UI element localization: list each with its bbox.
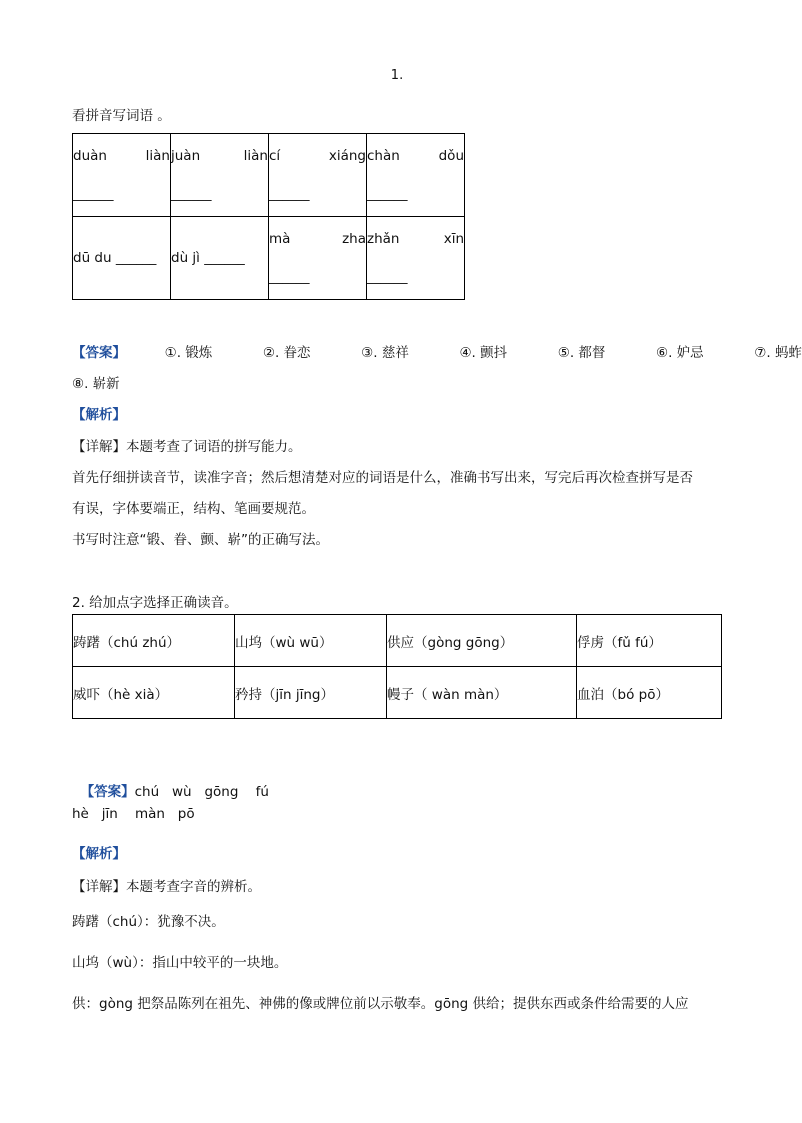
explanation-text: 首先仔细拼读音节，读准字音；然后想清楚对应的词语是什么，准确书写出来，写完后再次检查拼写是否 <box>72 470 693 486</box>
detail-text: 本题考查字音的辨析。 <box>126 879 261 895</box>
pinyin-syllable: xiáng <box>328 148 366 164</box>
pinyin-table <box>72 133 465 300</box>
pinyin-syllable: liàn <box>145 148 170 164</box>
answer-item: ⑥. 妒忌 <box>656 345 704 361</box>
pronunciation-cell: 踌躇（chú zhú） <box>73 615 235 667</box>
pinyin-cell <box>171 134 269 217</box>
q2-answer-line <box>72 764 269 800</box>
answer-item: ④. 颤抖 <box>459 345 508 361</box>
answer-text: hè jīn màn pō <box>72 806 195 822</box>
pinyin-syllable: mà <box>269 231 291 247</box>
pronunciation-cell: 山坞（wù wū） <box>235 615 387 667</box>
answer-blank: ______ <box>269 186 310 202</box>
answer-tag: 【答案】 <box>80 784 135 800</box>
pronunciation-cell: 俘虏（fǔ fú） <box>577 615 722 667</box>
pinyin-syllable: chàn <box>367 148 400 164</box>
detail-tag: 【详解】 <box>72 439 126 455</box>
pinyin-syllable: duàn <box>73 148 107 164</box>
answer-item: ⑧. 崭新 <box>72 376 120 392</box>
detail-tag: 【详解】 <box>72 879 126 895</box>
analysis-tag: 【解析】 <box>72 407 126 423</box>
explanation-text: 供：gòng 把祭品陈列在祖先、神佛的像或牌位前以示敬奉。gōng 供给；提供东西或条件给需要的人应 <box>72 996 689 1012</box>
pinyin-cell <box>269 134 367 217</box>
analysis-tag: 【解析】 <box>72 846 126 862</box>
pinyin-syllable: dǒu <box>438 148 464 164</box>
pinyin-syllable: dù jì <box>171 250 200 266</box>
q1-answer-line <box>72 341 802 361</box>
pronunciation-table <box>72 614 722 719</box>
pronunciation-cell: 矜持（jīn jīng） <box>235 667 387 719</box>
detail-text: 本题考查了词语的拼写能力。 <box>126 439 302 455</box>
pinyin-syllable: xīn <box>443 231 464 247</box>
pinyin-cell <box>269 217 367 300</box>
page-number: 1. <box>390 68 404 83</box>
explanation-text: 踌躇（chú）：犹豫不决。 <box>72 914 225 930</box>
answer-item: ⑤. 都督 <box>557 345 606 361</box>
q1-instruction: 看拼音写词语 。 <box>72 108 171 124</box>
answer-item: ⑦. 蚂蚱 <box>754 345 802 361</box>
detail-line <box>72 435 302 455</box>
pinyin-cell <box>73 134 171 217</box>
explanation-text: 书写时注意“锻、眷、颤、崭”的正确写法。 <box>72 532 329 548</box>
pinyin-cell <box>367 134 465 217</box>
pinyin-cell <box>73 217 171 300</box>
pronunciation-cell: 幔子（ wàn màn） <box>387 667 577 719</box>
pinyin-syllable: juàn <box>171 148 201 164</box>
pinyin-cell <box>367 217 465 300</box>
table-row <box>73 217 465 300</box>
pronunciation-cell: 血泊（bó pō） <box>577 667 722 719</box>
answer-item: ③. 慈祥 <box>361 345 409 361</box>
pronunciation-cell: 供应（gòng gōng） <box>387 615 577 667</box>
answer-blank: ______ <box>171 186 212 202</box>
pinyin-syllable: zha <box>342 231 366 247</box>
explanation-text: 山坞（wù）：指山中较平的一块地。 <box>72 955 288 971</box>
answer-tag: 【答案】 <box>72 345 126 361</box>
answer-blank: ______ <box>115 250 157 266</box>
pinyin-syllable: dū du <box>73 250 112 266</box>
answer-blank: ______ <box>367 186 408 202</box>
answer-blank: ______ <box>269 269 310 285</box>
table-row <box>73 667 722 719</box>
q2-title: 2. 给加点字选择正确读音。 <box>72 595 238 611</box>
answer-blank: ______ <box>204 250 245 266</box>
answer-blank: ______ <box>367 269 408 285</box>
answer-text: chú wù gōng fú <box>134 784 269 800</box>
detail-line <box>72 875 261 895</box>
pinyin-syllable: cí <box>269 148 281 164</box>
pinyin-cell <box>171 217 269 300</box>
explanation-text: 有误，字体要端正，结构、笔画要规范。 <box>72 501 315 517</box>
answer-blank: ______ <box>73 186 114 202</box>
table-row <box>73 615 722 667</box>
table-row <box>73 134 465 217</box>
answer-item: ①. 锻炼 <box>164 345 213 361</box>
pronunciation-cell: 威吓（hè xià） <box>73 667 235 719</box>
answer-item: ②. 眷恋 <box>262 345 311 361</box>
pinyin-syllable: liàn <box>243 148 268 164</box>
pinyin-syllable: zhǎn <box>367 231 400 247</box>
